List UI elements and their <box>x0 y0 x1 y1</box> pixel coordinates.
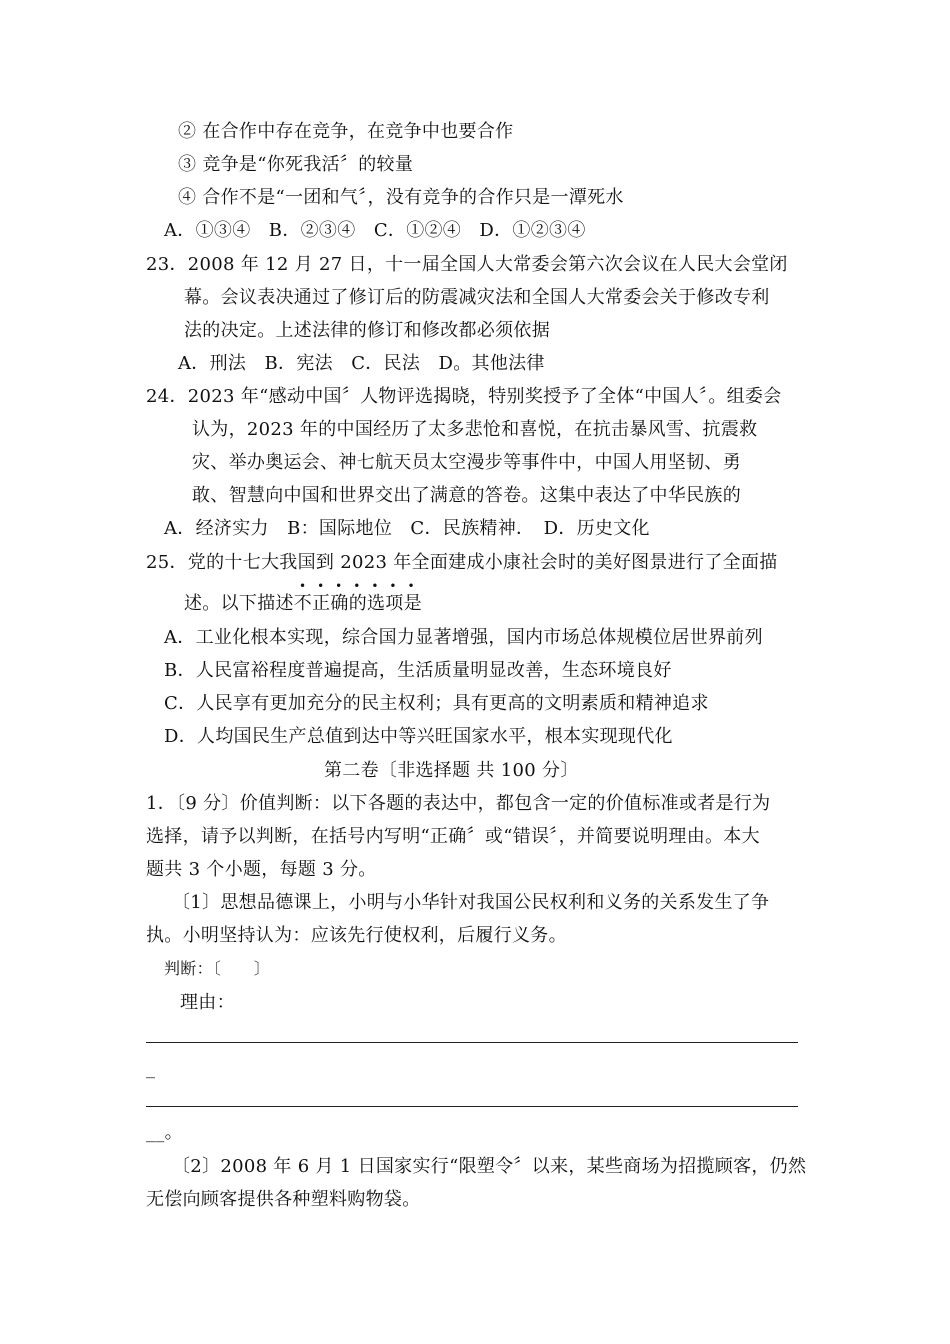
q24-line-3: 灾、举办奥运会、神七航天员太空漫步等事件中，中国人用坚韧、勇 <box>192 452 741 473</box>
q25-option-d: D．人均国民生产总值到达中等兴旺国家水平，根本实现现代化 <box>164 726 673 747</box>
q25-line-2: 述。以下描述不正确的选项是 <box>184 593 422 614</box>
q23-line-3: 法的决定。上述法律的修订和修改都必须依据 <box>184 320 550 341</box>
sub2-line-1: 〔2〕2008 年 6 月 1 日国家实行“限塑令〞以来，某些商场为招揽顾客，仍然 <box>172 1156 807 1177</box>
q24-line-2: 认为，2023 年的中国经历了太多悲怆和喜悦，在抗击暴风雪、抗震救 <box>192 419 758 440</box>
emphasis-dots: ••••••• <box>299 579 426 593</box>
answer-line-1 <box>146 1042 798 1043</box>
q25-option-c: C．人民享有更加充分的民主权利；具有更高的文明素质和精神追求 <box>164 693 709 714</box>
q25-line-1: 25．党的十七大我国到 2023 年全面建成小康社会时的美好图景进行了全面描 <box>146 552 778 573</box>
q22-option-4: ④ 合作不是“一团和气〞，没有竞争的合作只是一潭死水 <box>178 187 624 208</box>
answer-line-2 <box>146 1106 798 1107</box>
q1-line-2: 选择，请予以判断，在括号内写明“正确〞或“错误〞，并简要说明理由。本大 <box>146 826 760 847</box>
sub1-line-1: 〔1〕思想品德课上，小明与小华针对我国公民权利和义务的关系发生了争 <box>172 892 770 913</box>
sub2-line-2: 无偿向顾客提供各种塑料购物袋。 <box>146 1189 421 1210</box>
q1-line-3: 题共 3 个小题，每题 3 分。 <box>146 859 377 880</box>
q22-option-3: ③ 竞争是“你死我活〞的较量 <box>178 154 414 175</box>
sub1-line-2: 执。小明坚持认为：应该先行使权利，后履行义务。 <box>146 925 567 946</box>
q23-line-2: 幕。会议表决通过了修订后的防震减灾法和全国人大常委会关于修改专利 <box>184 287 770 308</box>
q25-option-b: B．人民富裕程度普遍提高，生活质量明显改善，生态环境良好 <box>164 660 672 681</box>
answer-line-2-tail: __。 <box>146 1122 183 1143</box>
q22-answers: A．①③④ B．②③④ C．①②④ D．①②③④ <box>164 220 586 241</box>
answer-line-1-tail: _ <box>146 1058 156 1079</box>
q23-answers: A．刑法 B．宪法 C．民法 D。其他法律 <box>178 353 545 374</box>
q1-line-1: 1．〔9 分〕价值判断：以下各题的表达中，都包含一定的价值标准或者是行为 <box>146 793 771 814</box>
judge-label: 判断：〔 〕 <box>164 959 271 978</box>
q24-line-1: 24．2023 年“感动中国〞人物评选揭晓，特别奖授予了全体“中国人〞。组委会 <box>146 386 782 407</box>
q25-option-a: A．工业化根本实现，综合国力显著增强，国内市场总体规模位居世界前列 <box>164 627 763 648</box>
reason-label: 理由： <box>180 992 235 1013</box>
q23-line-1: 23．2008 年 12 月 27 日，十一届全国人大常委会第六次会议在人民大会堂闭 <box>146 254 788 275</box>
part2-heading: 第二卷〔非选择题 共 100 分〕 <box>324 760 579 781</box>
q22-option-2: ② 在合作中存在竞争，在竞争中也要合作 <box>178 121 514 142</box>
q24-answers: A．经济实力 B：国际地位 C．民族精神． D．历史文化 <box>164 518 650 539</box>
q24-line-4: 敢、智慧向中国和世界交出了满意的答卷。这集中表达了中华民族的 <box>192 485 741 506</box>
